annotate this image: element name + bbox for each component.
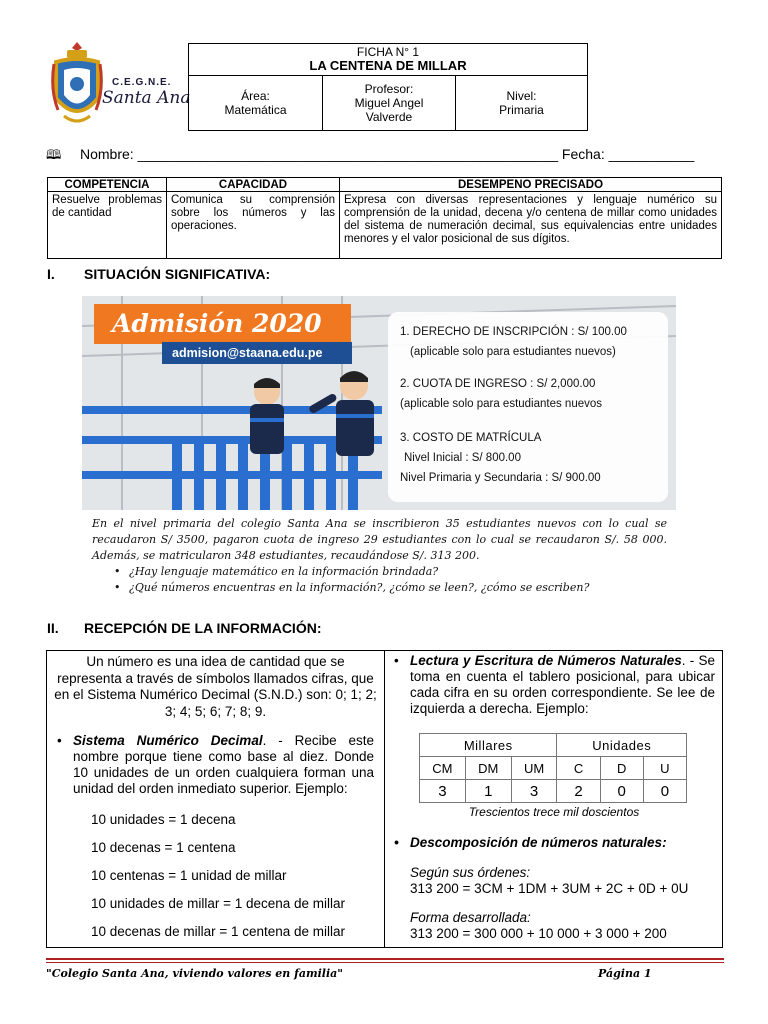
information-box — [46, 650, 723, 948]
header-title-cell — [189, 44, 587, 76]
capacidad-cell: Comunica su comprensión sobre los números y las operaciones. — [167, 192, 340, 259]
fees-panel — [388, 312, 668, 502]
list-item: • ¿Hay lenguaje matemático en la información brindada? — [92, 564, 667, 580]
nombre-label: Nombre: — [80, 146, 134, 162]
group-header-millares: Millares — [420, 734, 557, 757]
col-header-competencia: COMPETENCIA — [48, 178, 167, 192]
col-header-desempeno: DESEMPENO PRECISADO — [340, 178, 722, 192]
equivalence-line: 10 decenas de millar = 1 centena de millar — [91, 924, 346, 939]
page-number: Página 1 — [598, 967, 652, 980]
nivel-value: Primaria — [499, 103, 544, 117]
snd-paragraph — [73, 733, 374, 797]
descomposicion-title: • Descomposición de números naturales: — [410, 835, 667, 851]
left-column — [47, 651, 385, 947]
competencia-cell: Resuelve problemas de cantidad — [48, 192, 167, 259]
coat-of-arms-icon — [50, 40, 105, 135]
section-heading-1 — [47, 266, 270, 282]
section-number: II. — [47, 620, 59, 636]
ficha-title: LA CENTENA DE MILLAR — [309, 58, 467, 73]
table-row — [420, 780, 687, 803]
ordenes-value: 313 200 = 3CM + 1DM + 3UM + 2C + 0D + 0U — [410, 881, 689, 896]
fee-line: Nivel Primaria y Secundaria : S/ 900.00 — [400, 472, 601, 484]
child-left-figure — [250, 378, 284, 454]
order-cell: C — [557, 757, 600, 780]
equivalence-line: 10 unidades de millar = 1 decena de millar — [91, 896, 346, 911]
digit-cell: 1 — [465, 780, 511, 803]
ficha-number: FICHA N° 1 — [356, 45, 420, 59]
order-cell: DM — [465, 757, 511, 780]
profesor-value: Miguel Angel Valverde — [354, 96, 424, 124]
question-list — [92, 564, 667, 596]
col-header-capacidad: CAPACIDAD — [167, 178, 340, 192]
digit-cell: 3 — [511, 780, 557, 803]
profesor-label: Profesor: — [364, 82, 414, 96]
order-cell: U — [643, 757, 686, 780]
digit-cell: 0 — [643, 780, 686, 803]
competencias-table — [47, 177, 722, 259]
forma-value: 313 200 = 300 000 + 10 000 + 3 000 + 200 — [410, 926, 667, 941]
order-cell: CM — [420, 757, 466, 780]
logo-acronym: C.E.G.N.E. — [112, 77, 172, 88]
order-cell: UM — [511, 757, 557, 780]
equivalence-line: 10 decenas = 1 centena — [91, 840, 236, 855]
number-definition: Un número es una idea de cantidad que se representa a través de símbolos llamados cifras, que en el Sistema Numérico Decimal (S.N.D.) son: 0; 1; 2; 3; 4; 5; 6; 7; 8; 9. — [54, 654, 377, 719]
equivalence-line: 10 unidades = 1 decena — [91, 812, 236, 827]
section-heading-2 — [47, 620, 321, 636]
snd-title: Sistema Numérico Decimal — [73, 733, 263, 748]
fecha-label: Fecha: — [561, 146, 605, 162]
book-icon: 🕮 — [46, 147, 62, 162]
fee-line: (aplicable solo para estudiantes nuevos) — [410, 346, 616, 358]
lectura-text: . - Se toma en cuenta el tablero posicional, para ubicar cada cifra en su orden correspondiente. Se lee de izquierda a derecha. Ejemplo: — [410, 653, 715, 716]
lectura-paragraph — [410, 653, 715, 717]
nivel-cell — [455, 76, 587, 130]
digit-cell: 3 — [420, 780, 466, 803]
footer-divider — [46, 962, 724, 963]
header-box — [188, 43, 588, 131]
section-title: RECEPCIÓN DE LA INFORMACIÓN: — [84, 620, 322, 636]
story-paragraph: En el nivel primaria del colegio Santa Ana se inscribieron 35 estudiantes nuevos con lo cual se recaudaron S/ 3500, pagaron cuota de ingreso 29 estudiantes con lo cual se recaudaron S/. 58 000. Además, se matricularon 348 estudiantes, recaudándose S/. 313 200. — [92, 517, 667, 562]
admission-title: Admisión 2020 — [94, 304, 351, 344]
forma-label: Forma desarrollada: — [410, 910, 531, 925]
section-number: I. — [47, 266, 55, 282]
area-label: Área: — [241, 89, 270, 103]
profesor-cell — [322, 76, 455, 130]
section-title: SITUACIÓN SIGNIFICATIVA: — [84, 266, 271, 282]
desempeno-cell: Expresa con diversas representaciones y lenguaje numérico su comprensión de la unidad, decena y/o centena de millar como unidades del sistema de numeración decimal, sus equivalencias entre unidades menores y el valor posicional de sus dígitos. — [340, 192, 722, 259]
lectura-title: Lectura y Escritura de Números Naturales — [410, 653, 682, 668]
nombre-field[interactable]: ______________________________________________________ — [137, 146, 559, 162]
right-column — [385, 651, 723, 947]
fee-line: 1. DERECHO DE INSCRIPCIÓN : S/ 100.00 — [400, 326, 627, 338]
equivalence-line: 10 centenas = 1 unidad de millar — [91, 868, 287, 883]
student-line — [46, 146, 726, 168]
fee-line: (aplicable solo para estudiantes nuevos — [400, 398, 603, 410]
digit-cell: 2 — [557, 780, 600, 803]
fecha-field[interactable]: ___________ — [608, 146, 695, 162]
footer-motto: "Colegio Santa Ana, viviendo valores en familia" — [46, 967, 344, 980]
area-value: Matemática — [224, 103, 287, 117]
table-caption: Trescientos trece mil doscientos — [468, 805, 640, 819]
nivel-label: Nivel: — [506, 89, 537, 103]
admission-ad-image — [82, 296, 676, 510]
situation-text — [92, 516, 667, 596]
admission-email: admision@staana.edu.pe — [162, 342, 352, 364]
fee-line: 3. COSTO DE MATRÍCULA — [400, 432, 542, 444]
digit-cell: 0 — [600, 780, 643, 803]
fee-line: Nivel Inicial : S/ 800.00 — [404, 452, 521, 464]
area-cell — [189, 76, 322, 130]
ordenes-label: Según sus órdenes: — [410, 865, 531, 880]
footer-divider — [46, 958, 724, 960]
table-row — [420, 757, 687, 780]
table-row — [48, 192, 722, 259]
snd-text: . - Recibe este nombre porque tiene como base al diez. Donde 10 unidades de un orden cualquiera forman una unidad del orden inmediato superior. Ejemplo: — [73, 733, 374, 796]
order-cell: D — [600, 757, 643, 780]
place-value-table — [419, 733, 687, 803]
logo-school-name: Santa Ana — [102, 88, 191, 108]
list-item: • ¿Qué números encuentras en la información?, ¿cómo se leen?, ¿cómo se escriben? — [92, 580, 667, 596]
fee-line: 2. CUOTA DE INGRESO : S/ 2,000.00 — [400, 378, 596, 390]
group-header-unidades: Unidades — [557, 734, 687, 757]
